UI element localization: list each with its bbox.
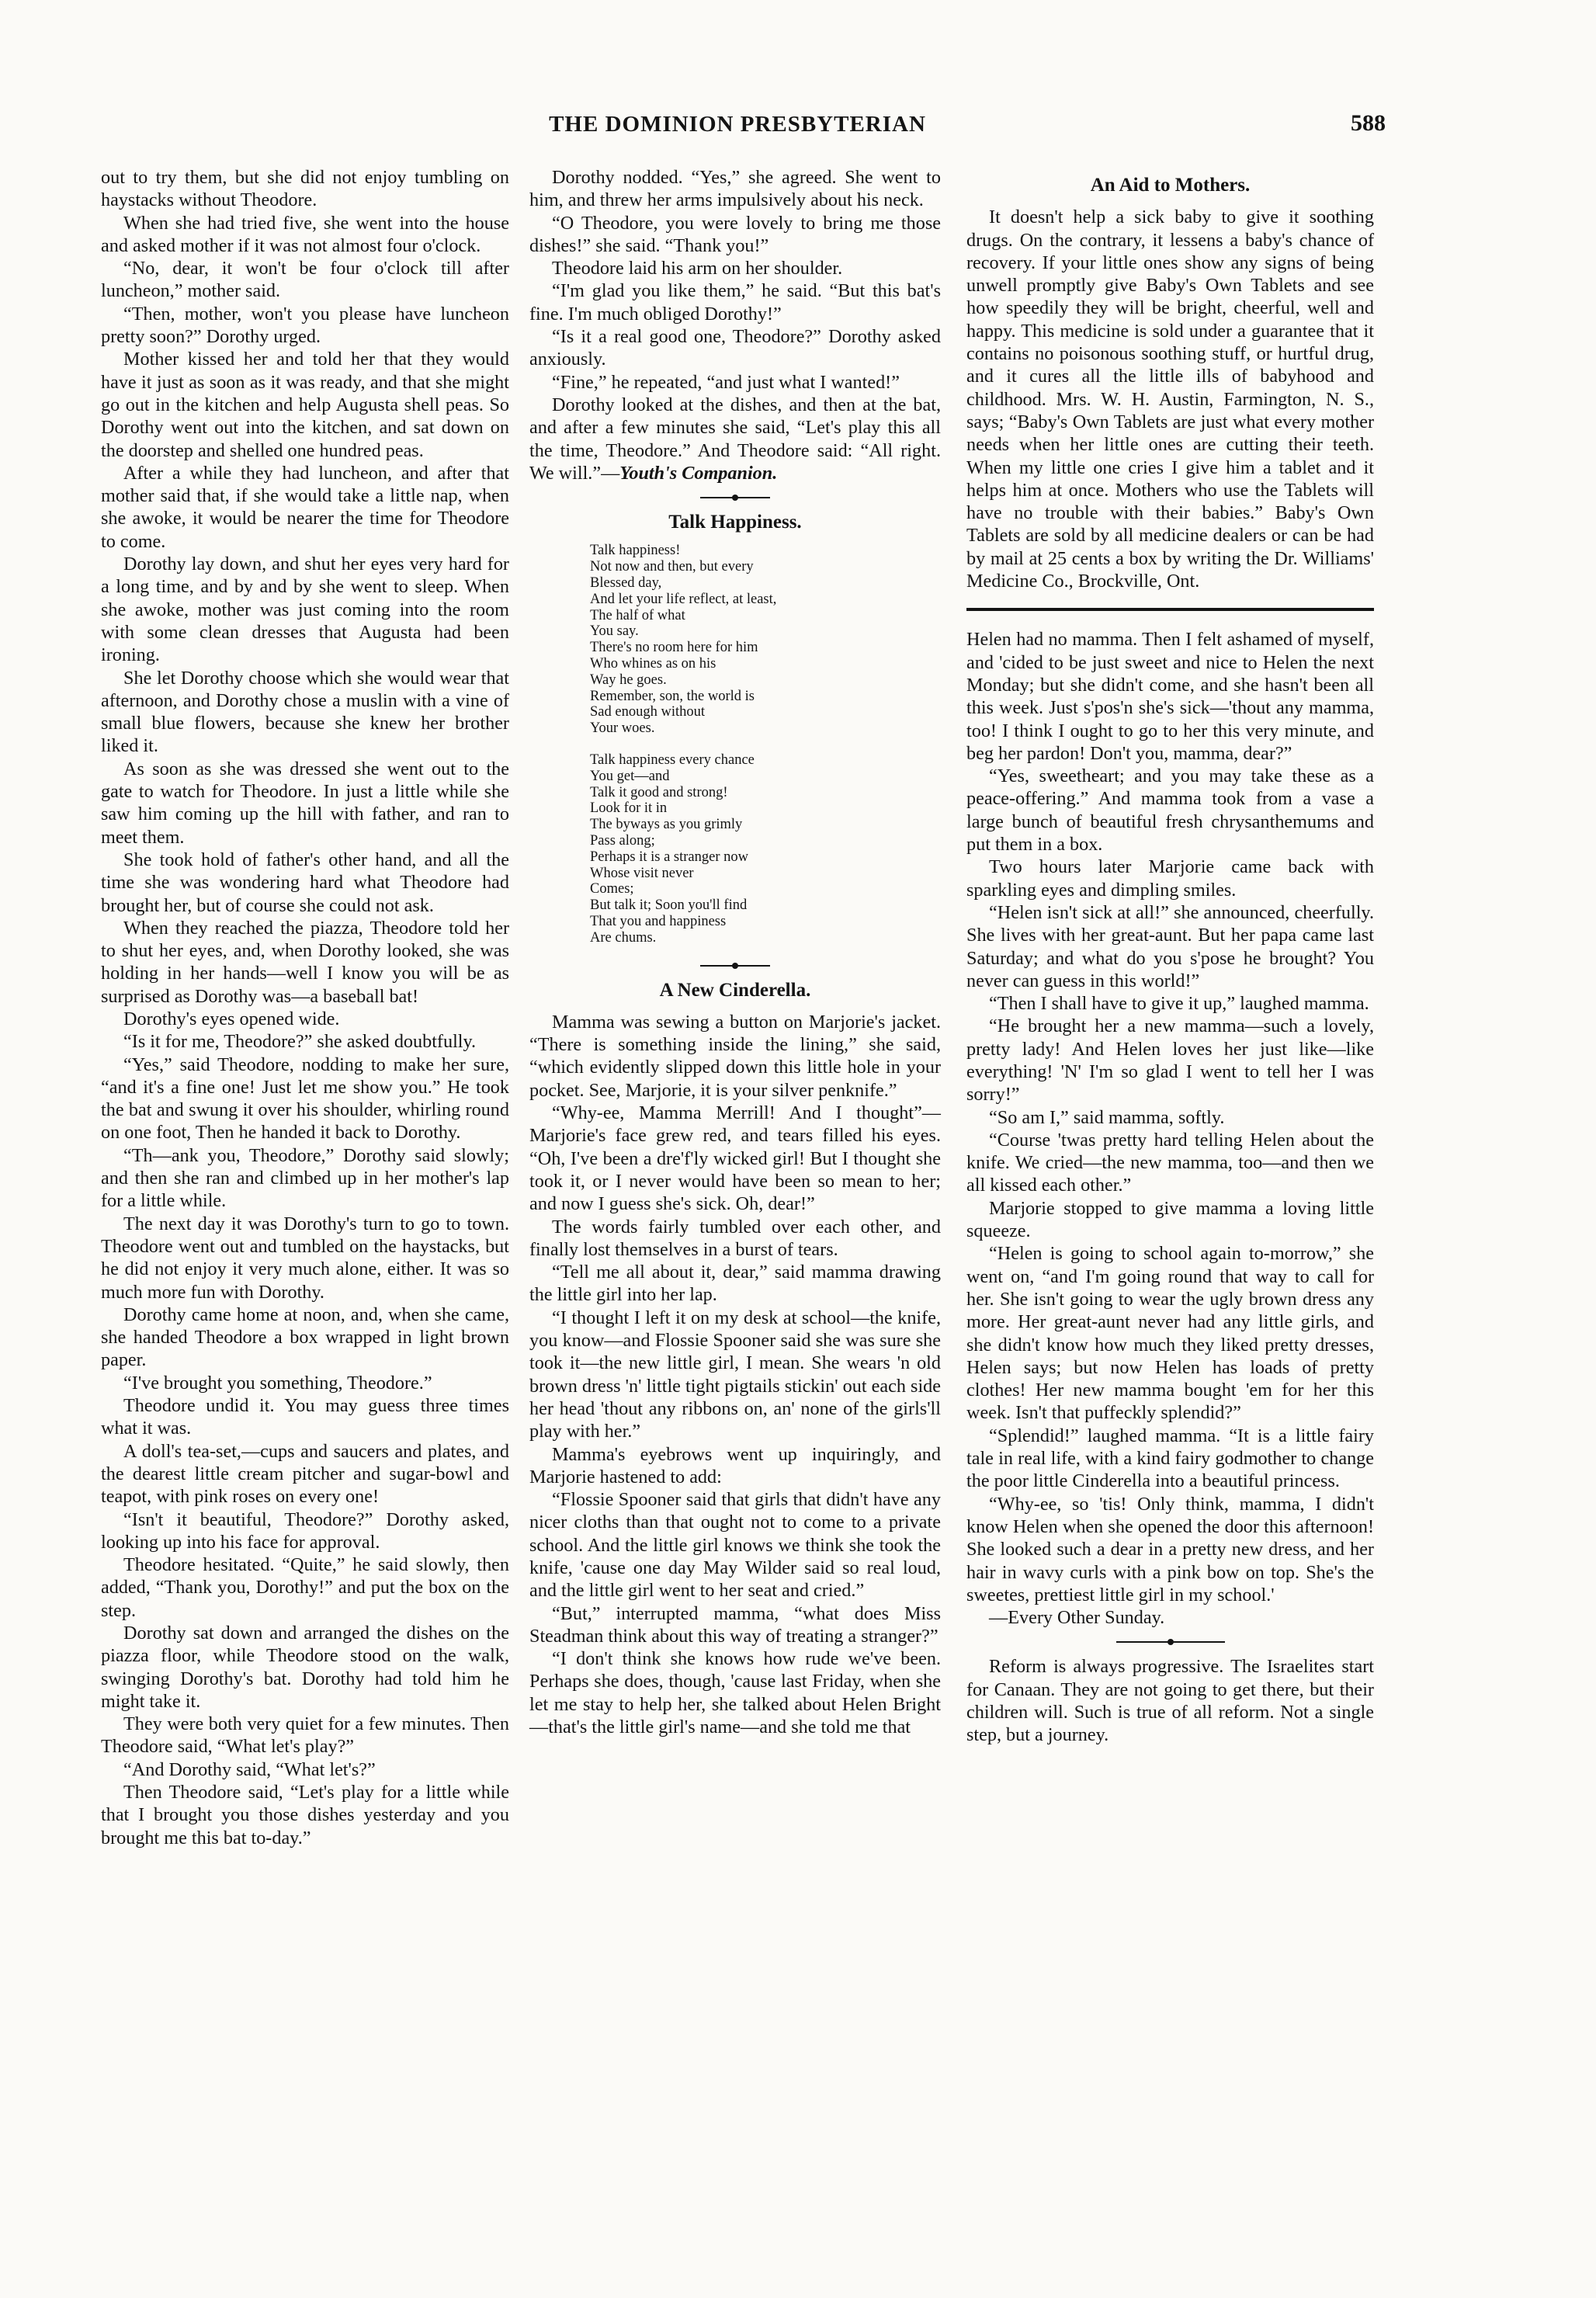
- ornament-rule-icon: [1116, 1638, 1225, 1646]
- poem-line: And let your life reflect, at least,: [590, 591, 777, 607]
- paragraph: After a while they had luncheon, and after that mother said that, if she would take a little nap, when she awoke, it would be nearer the time for Theodore to come.: [101, 462, 509, 552]
- paragraph: Reform is always progressive. The Israelites start for Canaan. They are not going to get there, but their children will. Such is true of all reform. Not a single step, but a journey.: [966, 1656, 1374, 1746]
- paragraph: “But,” interrupted mamma, “what does Miss Steadman think about this way of treating a stranger?”: [529, 1602, 941, 1647]
- poem-line: Blessed day,: [590, 575, 662, 592]
- ornament-rule-icon: [700, 494, 770, 502]
- page-number: 588: [1351, 110, 1386, 136]
- poem-line: Perhaps it is a stranger now: [590, 849, 748, 865]
- paragraph: Mamma's eyebrows went up inquiringly, and Marjorie hastened to add:: [529, 1443, 941, 1487]
- paragraph: When she had tried five, she went into the house and asked mother if it was not almost four o'clock.: [101, 212, 509, 256]
- advertisement-title: An Aid to Mothers.: [1090, 175, 1251, 196]
- poem-line: Way he goes.: [590, 672, 667, 688]
- poem-line: Talk it good and strong!: [590, 784, 728, 800]
- paragraph: Theodore hesitated. “Quite,” he said slowly, then added, “Thank you, Dorothy!” and put the box on the step.: [101, 1554, 509, 1621]
- poem-line: Not now and then, but every: [590, 559, 754, 575]
- paragraph: “O Theodore, you were lovely to bring me those dishes!” she said. “Thank you!”: [529, 212, 941, 256]
- poem-line: Talk happiness every chance: [590, 752, 755, 769]
- article-title: A New Cinderella.: [659, 979, 811, 1001]
- paragraph: As soon as she was dressed she went out to the gate to watch for Theodore. In just a little while she saw him coming up the hill with father, and ran to meet them.: [101, 758, 509, 848]
- paragraph: “Tell me all about it, dear,” said mamma drawing the little girl into her lap.: [529, 1262, 941, 1306]
- column-2: [529, 166, 941, 1738]
- paragraph: They were both very quiet for a few minutes. Then Theodore said, “What let's play?”: [101, 1713, 509, 1758]
- paragraph: “Yes,” said Theodore, nodding to make her sure, “and it's a fine one! Just let me show you.” He took the bat and swung it over his shoulder, whirling round on one foot, Then he handed it back to Dorothy.: [101, 1054, 509, 1144]
- paragraph: Theodore undid it. You may guess three times what it was.: [101, 1395, 509, 1439]
- advertisement-text: It doesn't help a sick baby to give it soothing drugs. On the contrary, it lessens a baby's chance of recovery. If your little ones show any signs of being unwell promptly give Baby's Own Tablets and see how speedily they will be bright, cheerful, well and happy. This medicine is sold under a guarantee that it contains no poisonous soothing stuff, or hurtful drug, and it cures all the little ills of babyhood and childhood. Mrs. W. H. Austin, Farmington, N. S., says; “Baby's Own Tablets are just what every mother needs when her little ones are cutting their teeth. When my little one cries I give him a tablet and it helps him at once. Mothers who use the Tablets will have no trouble with their babies.” Baby's Own Tablets are sold by all medicine dealers or can be had by mail at 25 cents a box by writing the Dr. Williams' Medicine Co., Brockville, Ont.: [966, 207, 1374, 592]
- poem-line: Sad enough without: [590, 704, 705, 720]
- paragraph: out to try them, but she did not enjoy tumbling on haystacks without Theodore.: [101, 167, 509, 211]
- paragraph: “Splendid!” laughed mamma. “It is a little fairy tale in real life, with a kind fairy godmother to change the poor little Cinderella into a beautiful princess.: [966, 1425, 1374, 1492]
- paragraph: Dorothy lay down, and shut her eyes very hard for a long time, and by and by she went to sleep. When she awoke, mother was just coming into the room with some clean dresses that Augusta had been ironing.: [101, 554, 509, 666]
- paragraph: “Is it for me, Theodore?” she asked doubtfully.: [123, 1031, 477, 1053]
- paragraph: “Flossie Spooner said that girls that didn't have any nicer cloths than that ought not to come to a private school. And the little girl knows we think she took the knife, 'cause one day May Wilder said so real loud, and the little girl went to her seat and cried.”: [529, 1489, 941, 1602]
- story-closing-text: Dorothy looked at the dishes, and then at the bat, and after a few minutes she said, “Let's play this all the time, Theodore.” And Theodore said: “All right. We will.”—: [529, 394, 941, 484]
- poem-line: Pass along;: [590, 833, 655, 849]
- paragraph: Two hours later Marjorie came back with sparkling eyes and dimpling smiles.: [966, 856, 1374, 901]
- paragraph: The words fairly tumbled over each other, and finally lost themselves in a burst of tears.: [529, 1216, 941, 1260]
- paragraph: Mother kissed her and told her that they would have it just as soon as it was ready, and that she might go out in the kitchen and help Augusta shell peas. So Dorothy went out into the kitchen, and sat down on the doorstep and shelled one hundred peas.: [101, 349, 509, 461]
- paragraph: “So am I,” said mamma, softly.: [989, 1106, 1225, 1128]
- poem-line: Comes;: [590, 881, 634, 897]
- paragraph: Dorothy nodded. “Yes,” she agreed. She went to him, and threw her arms impulsively about his neck.: [529, 167, 941, 211]
- paragraph: “Is it a real good one, Theodore?” Dorothy asked anxiously.: [529, 326, 941, 370]
- paragraph: “No, dear, it won't be four o'clock till after luncheon,” mother said.: [101, 258, 509, 302]
- poem-line: Remember, son, the world is: [590, 688, 755, 704]
- paragraph: “He brought her a new mamma—such a lovely, pretty lady! And Helen loves her just like—like everything! 'N' I'm so glad I went to tell her I was sorry!”: [966, 1015, 1374, 1106]
- paragraph: “I don't think she knows how rude we've been. Perhaps she does, though, 'cause last Friday, when she let me stay to help her, she talked about Helen Bright—that's the little girl's name—and she told me that: [529, 1648, 941, 1738]
- paragraph: “Then, mother, won't you please have luncheon pretty soon?” Dorothy urged.: [101, 303, 509, 348]
- paragraph: “Isn't it beautiful, Theodore?” Dorothy asked, looking up into his face for approval.: [101, 1508, 509, 1553]
- paragraph: “Yes, sweetheart; and you may take these as a peace-offering.” And mamma took from a vase a large bunch of beautiful fresh chrysanthemums and put them in a box.: [966, 765, 1374, 856]
- column-3: [966, 166, 1374, 1747]
- paragraph: Then Theodore said, “Let's play for a little while that I brought you those dishes yesterday and you brought me this bat to-day.”: [101, 1782, 509, 1848]
- poem-stanza-2: [590, 752, 941, 946]
- newspaper-masthead: THE DOMINION PRESBYTERIAN: [549, 112, 926, 137]
- paragraph: Marjorie stopped to give mamma a loving little squeeze.: [966, 1197, 1374, 1242]
- poem-line: That you and happiness: [590, 913, 727, 929]
- paragraph: [529, 394, 941, 484]
- paragraph: Dorothy came home at noon, and, when she came, she handed Theodore a box wrapped in light brown paper.: [101, 1303, 509, 1371]
- section-ornament: [966, 1638, 1374, 1646]
- poem-line: You say.: [590, 623, 639, 640]
- paragraph: “And Dorothy said, “What let's?”: [123, 1758, 376, 1780]
- paragraph: “Helen is going to school again to-morrow,” she went on, “and I'm going round that way to call for her. She isn't going to wear the ugly brown dress any more. Her great-aunt never had any little girls, and she didn't know how much they liked pretty dresses, Helen says; but now Helen has loads of pretty clothes! Her new mamma bought 'em for her this week. Isn't that puffeckly splendid?”: [966, 1243, 1374, 1424]
- paragraph: “I thought I left it on my desk at school—the knife, you know—and Flossie Spooner said she was sure she took it—the new little girl, I mean. She wears 'n old brown dress 'n' little tight pigtails stickin' out each side her head 'thout any ribbons on, an' none of the girls'll play with her.”: [529, 1307, 941, 1442]
- column-1: [101, 166, 509, 1849]
- section-ornament: [529, 494, 941, 502]
- section-ornament: [529, 962, 941, 970]
- paragraph: The next day it was Dorothy's turn to go to town. Theodore went out and tumbled on the haystacks, but he did not enjoy it very much alone, either. It was so much more fun with Dorothy.: [101, 1213, 509, 1303]
- story-source: Youth's Companion.: [619, 462, 778, 484]
- paragraph: She took hold of father's other hand, and all the time she was wondering hard what Theodore had brought her, but of course she could not ask.: [101, 849, 509, 916]
- poem-line: There's no room here for him: [590, 640, 758, 656]
- paragraph: Theodore laid his arm on her shoulder.: [552, 258, 843, 279]
- poem-stanza-1: [590, 543, 941, 737]
- paragraph: Helen had no mamma. Then I felt ashamed of myself, and 'cided to be just sweet and nice to Helen the next Monday; but she didn't come, and she hasn't been all this week. Just s'pos'n she's sick—'thout any mamma, too! I think I ought to go to her this very minute, and beg her pardon! Don't you, mamma, dear?”: [966, 629, 1374, 764]
- paragraph: “I've brought you something, Theodore.”: [123, 1372, 432, 1394]
- poem-line: Your woes.: [590, 720, 655, 737]
- poem-line: The half of what: [590, 607, 685, 623]
- poem-line: Who whines as on his: [590, 656, 716, 672]
- paragraph: “Course 'twas pretty hard telling Helen about the knife. We cried—the new mamma, too—and then we all kissed each other.”: [966, 1129, 1374, 1196]
- ornament-rule-icon: [700, 962, 770, 970]
- poem-title: Talk Happiness.: [668, 512, 802, 533]
- paragraph: A doll's tea-set,—cups and saucers and plates, and the dearest little cream pitcher and sugar-bowl and teapot, with pink roses on every one!: [101, 1440, 509, 1508]
- paragraph: “Why-ee, Mamma Merrill! And I thought”—Marjorie's face grew red, and tears filled his eyes. “Oh, I've been a dre'f'ly wicked girl! But I thought she took it, or I never would have been so mean to her; and now I guess she's sick. Oh, dear!”: [529, 1102, 941, 1215]
- poem: [590, 543, 941, 946]
- paragraph: She let Dorothy choose which she would wear that afternoon, and Dorothy chose a muslin with a vine of small blue flowers, because she knew her brother liked it.: [101, 667, 509, 757]
- poem-line: But talk it; Soon you'll find: [590, 897, 748, 914]
- paragraph: “Th—ank you, Theodore,” Dorothy said slowly; and then she ran and climbed up in her mother's lap for a little while.: [101, 1144, 509, 1212]
- poem-line: Whose visit never: [590, 865, 694, 881]
- article-source: —Every Other Sunday.: [989, 1607, 1165, 1629]
- paragraph: “Helen isn't sick at all!” she announced, cheerfully. She lives with her great-aunt. But her papa came last Saturday; and what do you s'pose he brought? You never can guess in this world!”: [966, 901, 1374, 991]
- poem-line: Are chums.: [590, 929, 657, 946]
- poem-line: Talk happiness!: [590, 543, 681, 559]
- paragraph: Dorothy sat down and arranged the dishes on the piazza floor, while Theodore stood on the walk, swinging Dorothy's bat. Dorothy had told him he might take it.: [101, 1623, 509, 1712]
- paragraph: “Why-ee, so 'tis! Only think, mamma, I didn't know Helen when she opened the door this afternoon! She looked such a dear in a pretty new dress, and her hair in wavy curls with a pink bow on top. She's the sweetes, prettiest little girl in my school.': [966, 1493, 1374, 1605]
- paragraph: “I'm glad you like them,” he said. “But this bat's fine. I'm much obliged Dorothy!”: [529, 280, 941, 325]
- paragraph: Dorothy's eyes opened wide.: [123, 1008, 340, 1029]
- poem-line: You get—and: [590, 768, 670, 784]
- paragraph: When they reached the piazza, Theodore told her to shut her eyes, and, when Dorothy looked, she was holding in her hands—well I know you will be as surprised as Dorothy was—a baseball bat!: [101, 917, 509, 1007]
- poem-line: The byways as you grimly: [590, 817, 743, 833]
- section-divider: [966, 608, 1374, 611]
- paragraph: “Fine,” he repeated, “and just what I wanted!”: [552, 371, 900, 393]
- poem-line: Look for it in: [590, 800, 668, 817]
- paragraph: Mamma was sewing a button on Marjorie's jacket. “There is something inside the lining,” she said, “which evidently slipped down this little hole in your pocket. See, Marjorie, it is your silver penknife.”: [529, 1011, 941, 1101]
- paragraph: “Then I shall have to give it up,” laughed mamma.: [989, 993, 1369, 1015]
